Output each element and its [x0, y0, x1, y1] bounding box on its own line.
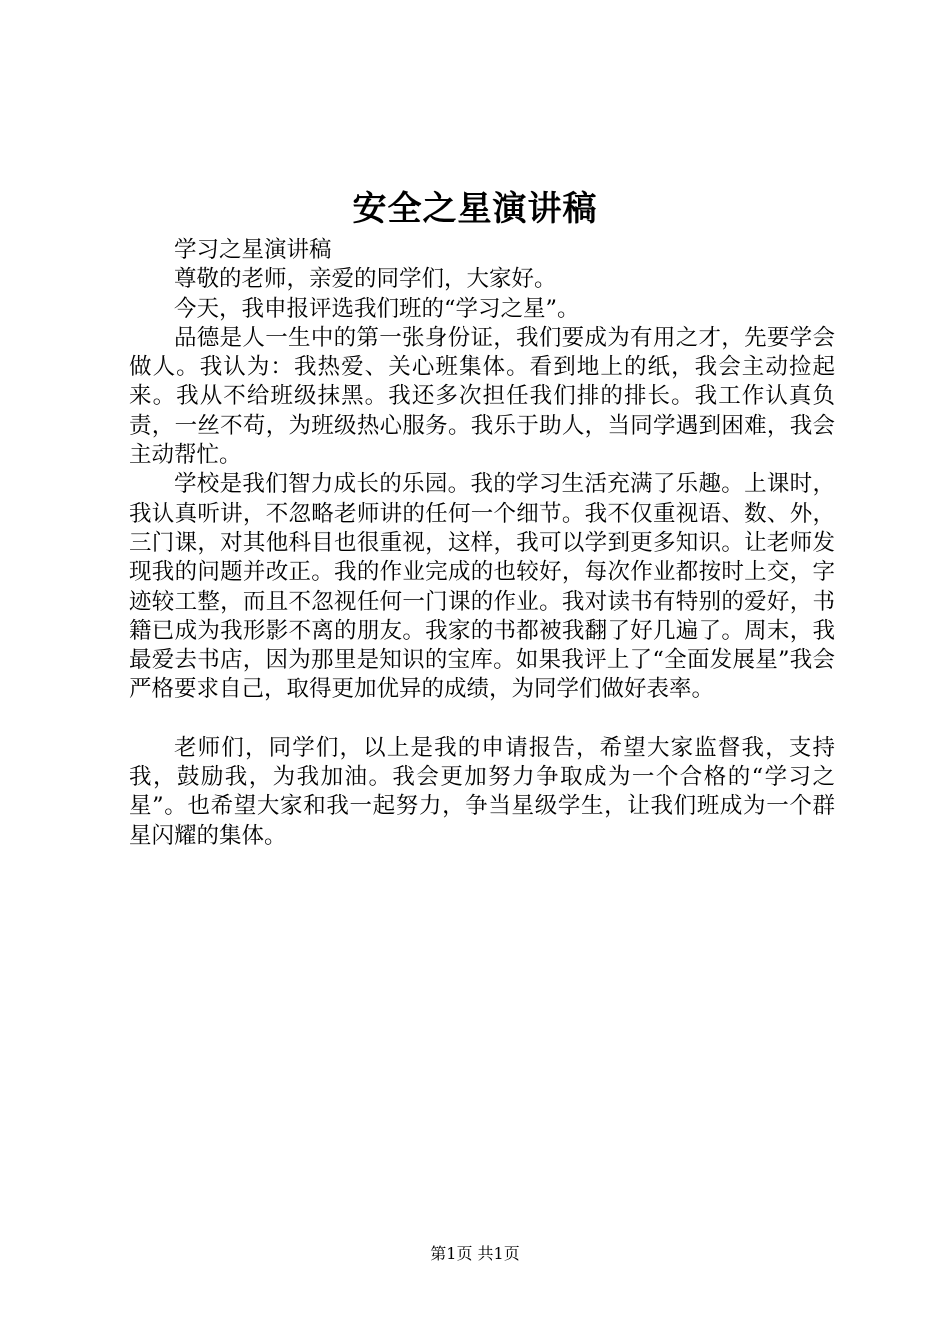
paragraph-character: 品德是人一生中的第一张身份证，我们要成为有用之才，先要学会做人。我认为：我热爱、关心班集体。看到地上的纸，我会主动捡起来。我从不给班级抹黑。我还多次担任我们排的排长。我工作认真负责，一丝不苟，为班级热心服务。我乐于助人，当同学遇到困难，我会主动帮忙。	[129, 324, 835, 469]
document-body	[129, 236, 835, 851]
page-footer: 第1页 共1页	[430, 1244, 520, 1263]
paragraph-subtitle: 学习之星演讲稿	[174, 237, 332, 263]
paragraph-closing: 老师们，同学们，以上是我的申请报告，希望大家监督我，支持我，鼓励我，为我加油。我会更加努力争取成为一个合格的“学习之星”。也希望大家和我一起努力，争当星级学生，让我们班成为一个群星闪耀的集体。	[129, 734, 835, 849]
paragraph-intro: 今天，我申报评选我们班的“学习之星”。	[174, 295, 580, 322]
paragraph-greeting: 尊敬的老师，亲爱的同学们，大家好。	[174, 266, 557, 293]
paragraph-study: 学校是我们智力成长的乐园。我的学习生活充满了乐趣。上课时，我认真听讲，不忽略老师讲的任何一个细节。我不仅重视语、数、外，三门课，对其他科目也很重视，这样，我可以学到更多知识。让老师发现我的问题并改正。我的作业完成的也较好，每次作业都按时上交，字迹较工整，而且不忽视任何一门课的作业。我对读书有特别的爱好，书籍已成为我形影不离的朋友。我家的书都被我翻了好几遍了。周末，我最爱去书店，因为那里是知识的宝库。如果我评上了“全面发展星”我会严格要求自己，取得更加优异的成绩，为同学们做好表率。	[129, 471, 835, 703]
document-title: 安全之星演讲稿	[352, 189, 598, 229]
